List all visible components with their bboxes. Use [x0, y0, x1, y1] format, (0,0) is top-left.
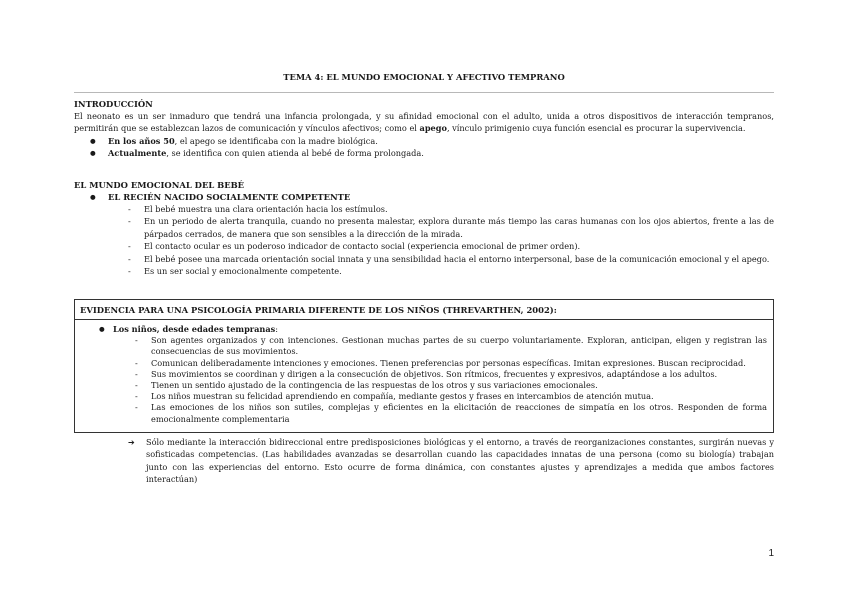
list-item [74, 135, 774, 147]
list-item: - El bebé posee una marcada orientación social innata y una sensibilidad hacia el entorno interpersonal, base de la comunicación emocional y el apego. [74, 253, 774, 265]
bullet-text: , se identifica con quien atienda al bebé de forma prolongada. [166, 148, 424, 159]
title-divider [74, 92, 774, 93]
evidence-bullet [75, 324, 773, 335]
evidence-body [75, 320, 773, 425]
list-item: - Tienen un sentido ajustado de la contingencia de las respuestas de los otros y sus variaciones emocionales. [75, 380, 773, 391]
mundo-dash-list [74, 203, 774, 277]
evidence-bullet-colon: : [275, 324, 279, 334]
evidence-dash-list [75, 335, 773, 425]
intro-paragraph [74, 110, 774, 135]
list-item: - Sus movimientos se coordinan y dirigen a la consecución de objetivos. Son rítmicos, frecuentes y expresivos, adaptándose a los adultos. [75, 369, 773, 380]
list-item: - Comunican deliberadamente intenciones y emociones. Tienen preferencias por personas específicas. Imitan expresiones. Buscan reciprocidad. [75, 358, 773, 369]
conclusion-section [74, 436, 774, 486]
bullet-text: , el apego se identificaba con la madre biológica. [174, 135, 378, 146]
conclusion-row [74, 436, 774, 486]
list-item: - El contacto ocular es un poderoso indicador de contacto social (experiencia emocional de primer orden). [74, 240, 774, 252]
intro-text-start: El neonato es un ser inmaduro que tendrá una infancia prolongada, y su afinidad emocional con el adulto, unida a otros dispositivos de interacción tempranos, permitirán que se establezcan lazos de comunicación y vínculos afectivos; como el [74, 111, 774, 134]
mundo-heading: EL MUNDO EMOCIONAL DEL BEBÉ [74, 180, 245, 190]
list-item: - El bebé muestra una clara orientación hacia los estímulos. [74, 203, 774, 215]
evidence-heading: EVIDENCIA PARA UNA PSICOLOGÍA PRIMARIA DIFERENTE DE LOS NIÑOS (THREVARTHEN, 2002): [75, 300, 773, 320]
evidence-bullet-bold: Los niños, desde edades tempranas [113, 324, 276, 334]
intro-heading: INTRODUCCIÓN [74, 99, 153, 109]
bullet-bold: En los años 50 [108, 135, 175, 146]
list-item: - Son agentes organizados y con intenciones. Gestionan muchas partes de su cuerpo voluntariamente. Exploran, anticipan, eligen y registran las consecuencias de sus movimientos. [75, 335, 773, 357]
intro-section [74, 98, 774, 160]
intro-text-end: , vínculo primigenio cuya función esencial es procurar la supervivencia. [446, 123, 746, 134]
bullet-bold: Actualmente [108, 148, 167, 159]
list-item: - En un periodo de alerta tranquila, cuando no presenta malestar, explora durante más tiempo las caras humanas con los ojos abiertos, frente a las de párpados cerrados, de manera que son sensibles a la dirección de la mirada. [74, 215, 774, 240]
page-number: 1 [768, 548, 774, 559]
list-item: - Es un ser social y emocionalmente competente. [74, 265, 774, 277]
evidence-box [74, 299, 774, 433]
list-item: - Las emociones de los niños son sutiles, complejas y eficientes en la elicitación de reacciones de simpatía en los otros. Responden de forma emocionalmente complementaria [75, 402, 773, 424]
conclusion-text: Sólo mediante la interacción bidireccional entre predisposiciones biológicas y el entorno, a través de reorganizaciones constantes, surgirán nuevas y sofisticadas competencias. (Las habilidades avanzadas se desarrollan cuando las capacidades innatas de una persona (como su biología) trabajan junto con las experiencias del entorno. Esto ocurre de forma dinámica, con constantes ajustes y aprendizajes a medida que ambos factores interactúan) [146, 437, 774, 485]
mundo-subheading: ● EL RECIÉN NACIDO SOCIALMENTE COMPETENTE [74, 191, 774, 203]
mundo-section [74, 179, 774, 277]
document-title: TEMA 4: EL MUNDO EMOCIONAL Y AFECTIVO TEMPRANO [283, 72, 565, 82]
list-item [74, 147, 774, 159]
list-item: - Los niños muestran su felicidad aprendiendo en compañía, mediante gestos y frases en intercambios de atención mutua. [75, 391, 773, 402]
intro-text-bold: apego [419, 123, 447, 134]
arrow-right-icon: ➔ [128, 437, 135, 447]
intro-bullet-list [74, 135, 774, 160]
